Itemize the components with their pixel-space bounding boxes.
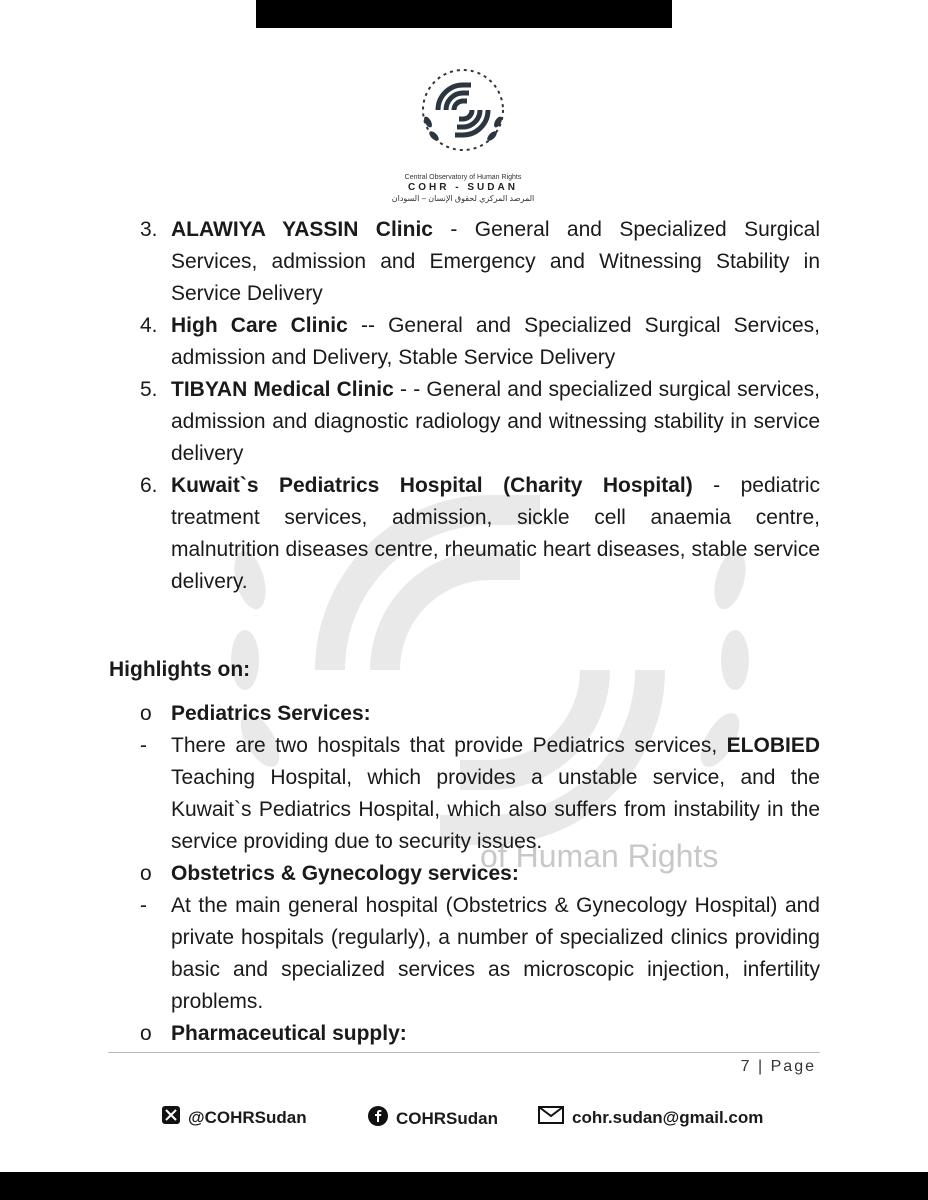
footer-divider — [108, 1052, 820, 1053]
watermark-text: of Human Rights — [480, 838, 719, 874]
list-item — [140, 470, 820, 598]
list-item — [140, 374, 820, 470]
list-item — [140, 214, 820, 310]
list-number: 3. — [140, 218, 158, 241]
clinic-name: TIBYAN Medical Clinic — [171, 378, 394, 401]
pharma-subheading: o Pharmaceutical supply: — [140, 1018, 820, 1050]
circle-bullet: o — [140, 1022, 152, 1045]
envelope-icon — [538, 1106, 564, 1129]
clinic-name: ALAWIYA YASSIN Clinic — [171, 218, 433, 241]
clinic-name: Kuwait`s Pediatrics Hospital (Charity Hospital) — [171, 474, 693, 497]
pediatrics-paragraph: - There are two hospitals that provide Pediatrics services, ELOBIED Teaching Hospital, which provides a unstable service, and the Kuwait`s Pediatrics Hospital, which also suffers from instability in the service providing due to security issues. — [140, 730, 820, 858]
footer-x-handle[interactable]: @COHRSudan — [162, 1106, 307, 1129]
circle-bullet: o — [140, 702, 152, 725]
top-redaction-bar — [256, 0, 672, 28]
highlights-heading: Highlights on: — [109, 658, 251, 681]
obstetrics-subheading: o Obstetrics & Gynecology services: — [140, 858, 820, 890]
page-number: 7 | Page — [740, 1058, 816, 1075]
list-number: 6. — [140, 474, 158, 497]
obstetrics-paragraph: - At the main general hospital (Obstetrics & Gynecology Hospital) and private hospitals (regularly), a number of specialized clinics providing basic and specialized services as microscopic injection, infertility problems. — [140, 890, 820, 1018]
clinic-list — [140, 214, 820, 598]
footer-facebook[interactable]: COHRSudan — [368, 1106, 498, 1131]
clinic-description: - - General and specialized surgical services, admission and diagnostic radiology and witnessing stability in service delivery — [171, 378, 820, 465]
facebook-icon — [368, 1106, 388, 1131]
list-number: 4. — [140, 314, 158, 337]
footer-email[interactable]: cohr.sudan@gmail.com — [538, 1106, 763, 1129]
footer-contacts — [0, 1100, 928, 1136]
clinic-name: High Care Clinic — [171, 314, 348, 337]
logo-line-3: المرصد المركزي لحقوق الإنسان – السودان — [391, 194, 535, 203]
list-item — [140, 310, 820, 374]
list-number: 5. — [140, 378, 158, 401]
circle-bullet: o — [140, 862, 152, 885]
clinic-description: - General and Specialized Surgical Services, admission and Emergency and Witnessing Stability in Service Delivery — [171, 218, 820, 305]
bottom-redaction-bar — [0, 1172, 928, 1200]
pediatrics-subheading: o Pediatrics Services: — [140, 698, 820, 730]
dash-bullet: - — [140, 894, 147, 917]
cohr-emblem-icon — [408, 52, 518, 172]
dash-bullet: - — [140, 734, 147, 757]
logo-line-1: Central Observatory of Human Rights — [404, 174, 522, 181]
logo-line-2: COHR - SUDAN — [408, 182, 518, 193]
clinic-description: -- General and Specialized Surgical Services, admission and Delivery, Stable Service Delivery — [171, 314, 820, 369]
x-icon — [162, 1106, 180, 1129]
cohr-logo — [388, 52, 538, 212]
clinic-description: - pediatric treatment services, admission, sickle cell anaemia centre, malnutrition diseases centre, rheumatic heart diseases, stable service delivery. — [171, 474, 820, 593]
